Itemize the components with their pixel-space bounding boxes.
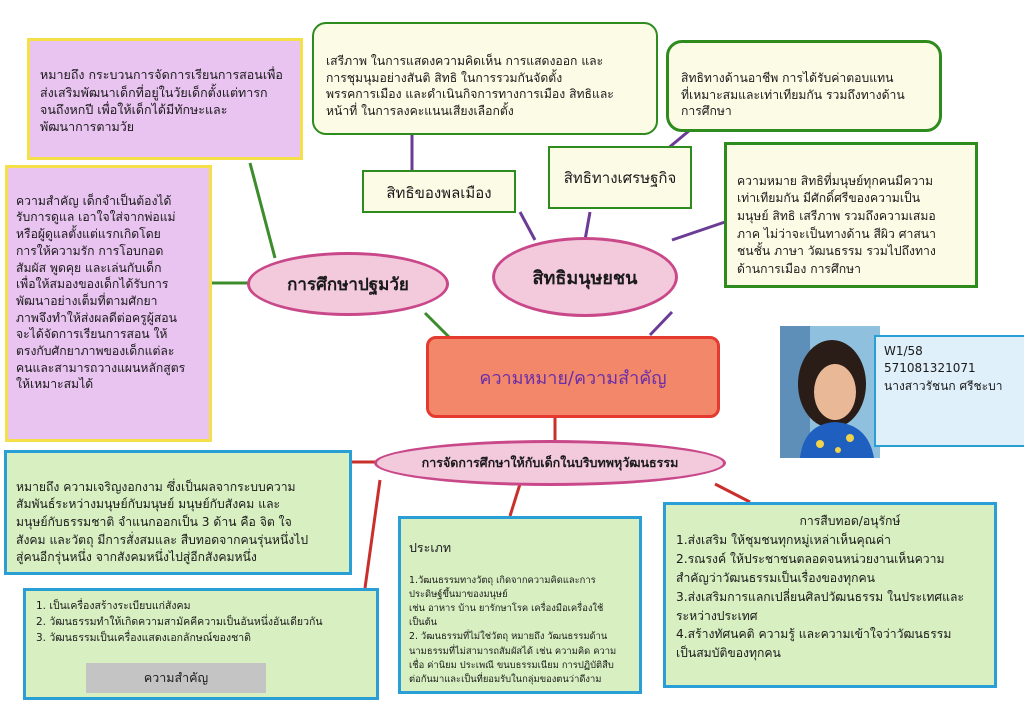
connector-multi-types (510, 484, 520, 516)
importance-item-2: 2. วัฒนธรรมทำให้เกิดความสามัคคีความเป็นอันหนึ่งอันเดียวกัน (36, 615, 323, 628)
civil-rights-desc-box (312, 22, 658, 135)
culture-importance-box (23, 588, 379, 700)
multicultural-node (374, 440, 726, 486)
human-rights-node (492, 237, 678, 317)
economic-rights-node (548, 146, 692, 209)
author-student-no: 571081321071 (884, 361, 976, 376)
author-id: W1/58 (884, 344, 923, 358)
preservation-item-6: 4.สร้างทัศนคติ ความรู้ และความเข้าใจว่าวัฒนธรรม (676, 627, 952, 642)
preservation-title: การสืบทอด/อนุรักษ์ (799, 514, 901, 528)
human-rights-label: สิทธิมนุษยชน (532, 267, 638, 289)
connector-ece-center (425, 313, 450, 338)
civil-rights-node (362, 170, 516, 213)
preservation-item-1: 1.ส่งเสริม ให้ชุมชนทุกหมู่เหล่าเห็นคุณค่า (676, 532, 891, 547)
connector-hr-meaning (672, 222, 725, 240)
portrait-icon (780, 326, 880, 458)
author-card (874, 335, 1024, 447)
connector-econ-hr (585, 212, 590, 240)
preservation-item-4: 3.ส่งเสริมการแลกเปลี่ยนศิลปวัฒนธรรม ในประเทศและ (676, 589, 964, 604)
ece-importance-text: ความสำคัญ เด็กจำเป็นต้องได้ รับการดูแล เอาใจใส่จากพ่อแม่ หรือผู้ดูแลตั้งแต่แรกเกิดโดย การให้ความรัก การโอบกอด สัมผัส พูดคุย และเล่นกับเด็ก เพื่อให้สมองของเด็กได้รับการ พัฒนาอย่างเต็มที่ตามศักยา ภาพจึงทำให้ส่งผลดีต่อครูผู้สอน จะได้จัดการเรียนการสอน ให้ ตรงกับศักยาภาพของเด็กแต่ละ คนและสามารถวางแผนหลักสูตร ให้เหมาะสมได้ (16, 193, 186, 392)
preservation-item-7: เป็นสมบัติของทุกคน (676, 646, 781, 661)
culture-meaning-text: หมายถึง ความเจริญงอกงาม ซึ่งเป็นผลจากระบบความ สัมพันธ์ระหว่างมนุษย์กับมนุษย์ มนุษย์กับสังคม และ มนุษย์กับธรรมชาติ จำแนกออกเป็น 3 ด้าน คือ จิต ใจ สังคม และวัตถุ มีการสั่งสมและ สืบทอดจากคนรุ่นหนึ่งไป สู่คนอีกรุ่นหนึ่ง จากสังคมหนึ่งไปสู่อีกสังคมหนึ่ง (16, 479, 309, 565)
center-label: ความหมาย/ความสำคัญ (479, 367, 667, 389)
ece-meaning-text: หมายถึง กระบวนการจัดการเรียนการสอนเพื่อ ส่งเสริมพัฒนาเด็กที่อยู่ในวัยเด็กตั้งแต่ทารก จนถึงหกปี เพื่อให้เด็กได้มีทักษะและ พัฒนาการตามวัย (40, 67, 283, 134)
preservation-item-3: สำคัญว่าวัฒนธรรมเป็นเรื่องของทุกคน (676, 570, 875, 585)
types-title: ประเภท (409, 540, 452, 556)
preservation-item-5: ระหว่างประเทศ (676, 608, 758, 623)
author-name: นางสาวรัชนก ศรีชะบา (884, 378, 1003, 393)
connector-hr-center (650, 312, 672, 335)
economic-rights-desc-box (666, 40, 942, 132)
importance-item-3: 3. วัฒนธรรมเป็นเครื่องแสดงเอกลักษณ์ของชาติ (36, 631, 251, 644)
connector-multi-importance (365, 480, 380, 588)
center-node (426, 336, 720, 418)
civil-rights-label: สิทธิของพลเมือง (386, 184, 492, 202)
importance-item-1: 1. เป็นเครื่องสร้างระเบียบแก่สังคม (36, 600, 191, 612)
multicultural-label: การจัดการศึกษาให้กับเด็กในบริบทพหุวัฒนธรรม (421, 455, 679, 470)
author-photo (780, 326, 880, 458)
types-body: 1.วัฒนธรรมทางวัตถุ เกิดจากความคิดและการ ประดิษฐ์ขึ้นมาของมนุษย์ เช่น อาหาร บ้าน ยารักษาโรค เครื่องมือเครื่องใช้ เป็นต้น 2. วัฒนธรรมที่ไม่ใช่วัตถุ หมายถึง วัฒนธรรมด้าน นามธรรมที่ไม่สามารถสัมผัสได้ เช่น ความคิด ความ เชื่อ ค่านิยม ประเพณี ขนบธรรมเนียม การปฏิบัติสืบ ต่อกันมาและเป็นที่ยอมรับในกลุ่มของตนว่าดีงาม (409, 574, 617, 685)
connector-civil-hr (520, 212, 535, 240)
human-rights-meaning-text: ความหมาย สิทธิที่มนุษย์ทุกคนมีความ เท่าเทียมกัน มีศักดิ์ศรีของความเป็น มนุษย์ สิทธิ เสรีภาพ รวมถึงความเสมอ ภาค ไม่ว่าจะเป็นทางด้าน สีผิว ศาสนา ชนชั้น ภาษา วัฒนธรรม รวมไปถึงทาง ด้านการเมือง การศึกษา (737, 173, 936, 277)
preservation-item-2: 2.รณรงค์ ให้ประชาชนตลอดจนหน่วยงานเห็นความ (676, 551, 945, 566)
economic-rights-desc-text: สิทธิทางด้านอาชีพ การได้รับค่าตอบแทน ที่เหมาะสมและเท่าเทียมกัน รวมถึงทางด้าน การศึกษา (681, 70, 905, 119)
importance-label-badge (86, 663, 266, 693)
preservation-box (663, 502, 997, 688)
connector-multi-preservation (715, 484, 750, 502)
economic-rights-label: สิทธิทางเศรษฐกิจ (563, 169, 677, 187)
civil-rights-desc-text: เสรีภาพ ในการแสดงความคิดเห็น การแสดงออก และ การชุมนุมอย่างสันติ สิทธิ ในการรวมกันจัดตั้ง พรรคการเมือง และดำเนินกิจการทางการเมือง สิทธิและ หน้าที่ ในการลงคะแนนเสียงเลือกตั้ง (326, 53, 614, 119)
importance-label: ความสำคัญ (143, 669, 209, 685)
human-rights-meaning-box (724, 142, 978, 288)
early-education-node (247, 252, 449, 316)
ece-meaning-box (27, 38, 303, 160)
culture-types-box (398, 516, 642, 694)
early-education-label: การศึกษาปฐมวัย (287, 274, 409, 295)
culture-meaning-box (4, 450, 352, 575)
ece-importance-box (5, 165, 212, 442)
connector-ece-meaning (250, 163, 275, 258)
